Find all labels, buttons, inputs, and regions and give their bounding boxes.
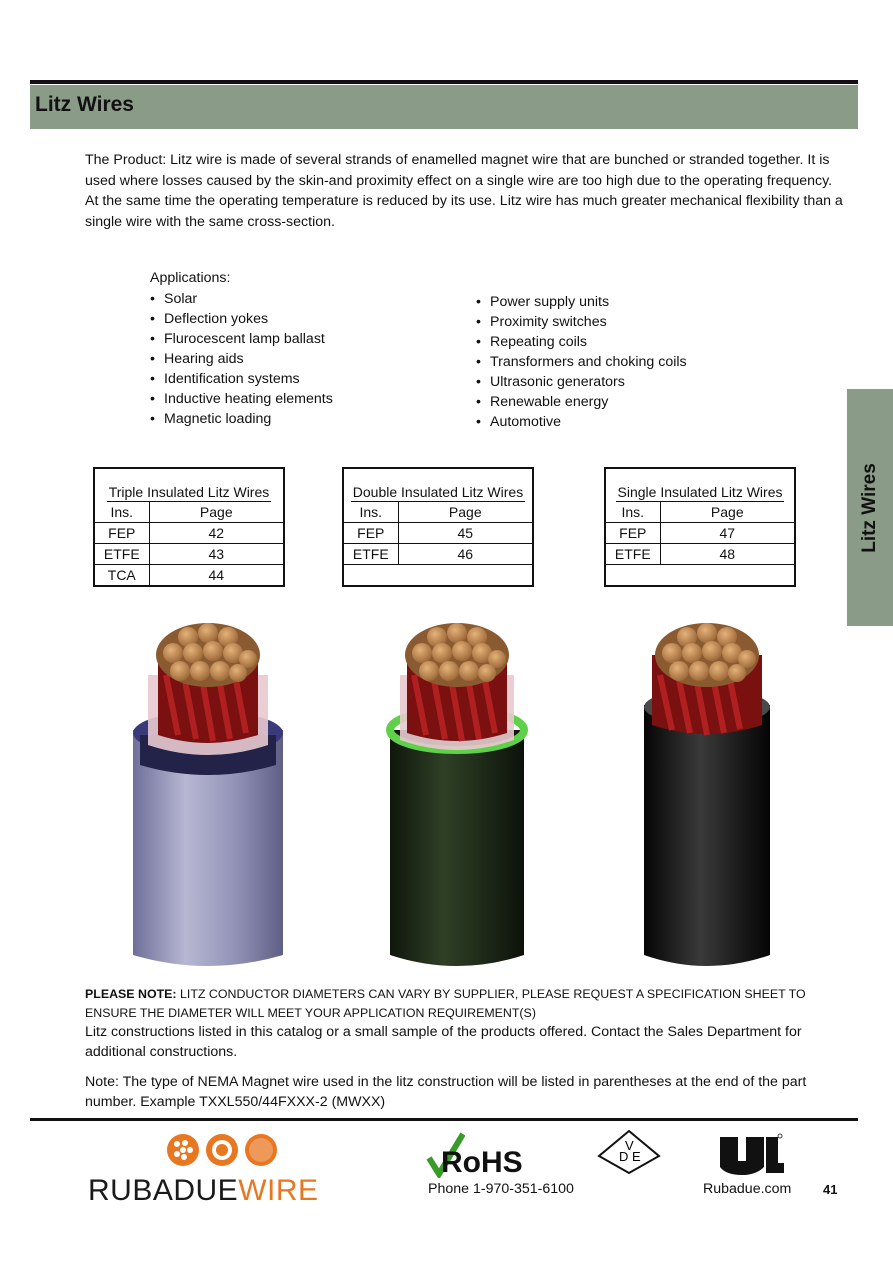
nema-note: Note: The type of NEMA Magnet wire used in the litz construction will be listed in parentheses at the end of the part number. Example TXXL550/44FXXX-2 (MWXX) [85,1074,807,1110]
list-item: • Deflection yokes [150,309,333,329]
list-item: • Hearing aids [150,349,333,369]
applications-heading: Applications: [150,270,231,286]
litz-wire-single-photo [612,615,822,975]
table-title: Triple Insulated Litz Wires [108,484,270,500]
list-item: • Proximity switches [476,312,687,332]
table-row: ETFE 48 [605,544,795,565]
logo-circles-icon [88,1130,360,1174]
litz-wire-double-photo [362,615,572,975]
table-row: FEP 45 [343,523,533,544]
list-item: • Automotive [476,412,687,432]
rohs-badge [425,1128,540,1178]
list-item: • Identification systems [150,369,333,389]
table-row: TCA 44 [94,565,284,587]
column-header-page: Page [660,502,795,523]
table-row: ETFE 43 [94,544,284,565]
table-row [343,565,533,587]
column-header-page: Page [398,502,533,523]
column-header-ins: Ins. [343,502,398,523]
phone-number: Phone 1-970-351-6100 [428,1181,574,1197]
single-insulated-table [604,467,796,587]
list-item: • Power supply units [476,292,687,312]
rubadue-logo [88,1130,360,1205]
vde-letter-v: V [625,1138,634,1153]
double-insulated-table [342,467,534,587]
table-row [605,565,795,587]
section-header [30,85,858,129]
please-note: PLEASE NOTE: LITZ CONDUCTOR DIAMETERS CAN VARY BY SUPPLIER, PLEASE REQUEST A SPECIFICATION SHEET TO ENSURE THE DIAMETER WILL MEET YOUR APPLICATION REQUIREMENT(S) [85,987,806,1020]
side-tab [847,389,893,626]
side-tab-label: Litz Wires [859,462,880,553]
table-title: Single Insulated Litz Wires [617,484,783,500]
top-rule [30,80,858,84]
list-item: • Renewable energy [476,392,687,412]
litz-wire-triple-photo [118,615,328,975]
page-number: 41 [823,1182,838,1197]
list-item: • Transformers and choking coils [476,352,687,372]
table-row: FEP 47 [605,523,795,544]
product-intro: The Product: Litz wire is made of several strands of enamelled magnet wire that are bunched or stranded together. It is used where losses caused by the skin-and proximity effect on a single wire are too high due to the operating frequency. At the same time the operating temperature is reduced by its use. Litz wire has much greater mechanical flexibility than a single wire with the same cross-section. [85,152,843,230]
list-item: • Inductive heating elements [150,389,333,409]
list-item: • Repeating coils [476,332,687,352]
table-title: Double Insulated Litz Wires [352,484,524,500]
applications-list-left [150,289,333,429]
column-header-page: Page [149,502,284,523]
list-item: • Magnetic loading [150,409,333,429]
logo-wordmark: RUBADUEWIRE [88,1174,319,1207]
applications-list-right [476,292,687,432]
column-header-ins: Ins. [94,502,149,523]
table-row: ETFE 46 [343,544,533,565]
website-link[interactable]: Rubadue.com [703,1181,792,1197]
vde-mark-icon [595,1128,663,1176]
vde-letter-e: E [632,1149,641,1164]
list-item: • Flurocescent lamp ballast [150,329,333,349]
bottom-rule [30,1118,858,1121]
triple-insulated-table [93,467,285,587]
page-title: Litz Wires [35,93,134,116]
ul-mark-icon [716,1133,786,1178]
list-item: • Solar [150,289,333,309]
vde-letter-d: D [619,1149,629,1164]
list-item: • Ultrasonic generators [476,372,687,392]
table-row: FEP 42 [94,523,284,544]
constructions-note: Litz constructions listed in this catalog or a small sample of the products offered. Contact the Sales Department for additional constructions. [85,1024,802,1060]
rohs-label: RoHS [441,1146,523,1179]
column-header-ins: Ins. [605,502,660,523]
